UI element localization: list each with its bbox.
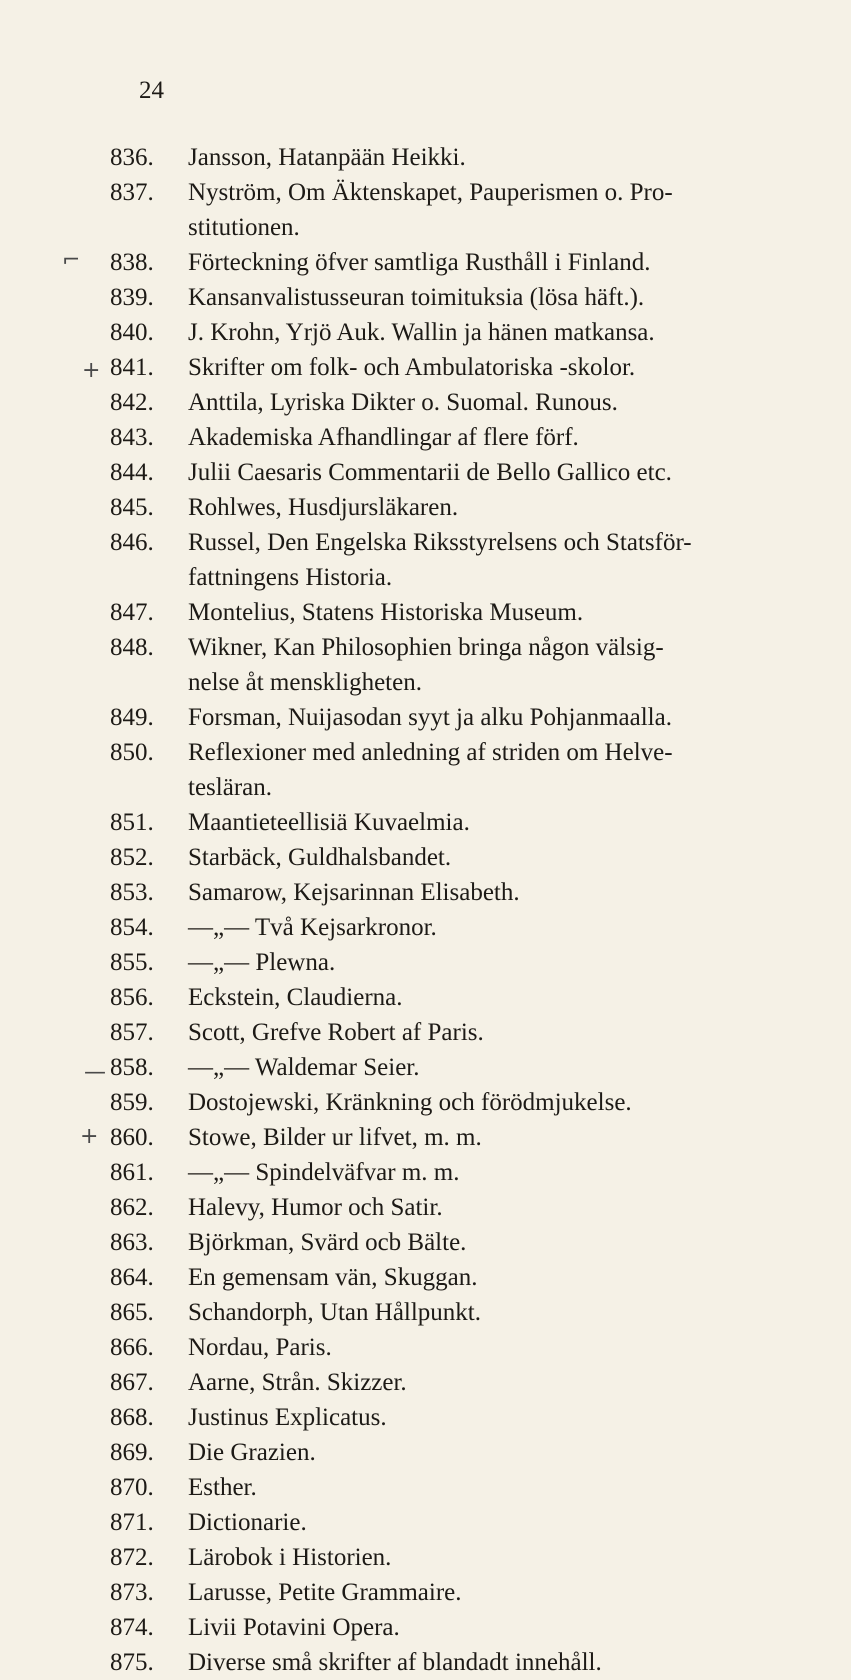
entry-title	[188, 980, 810, 1015]
catalog-entry	[0, 1225, 851, 1260]
entry-title-line: Scott, Grefve Robert af Paris.	[188, 1019, 484, 1046]
entry-title-line: Björkman, Svärd ocb Bälte.	[188, 1229, 467, 1256]
catalog-list	[0, 140, 851, 1680]
entry-title-line: Nordau, Paris.	[188, 1334, 332, 1361]
entry-number: 867.	[110, 1369, 154, 1396]
entry-title	[188, 1120, 810, 1155]
entry-title-line: J. Krohn, Yrjö Auk. Wallin ja hänen matkansa.	[188, 319, 655, 346]
catalog-entry	[0, 700, 851, 735]
entry-title	[188, 1155, 810, 1190]
entry-title-line: Aarne, Strån. Skizzer.	[188, 1369, 407, 1396]
entry-title	[188, 1505, 810, 1540]
entry-number: 851.	[110, 809, 154, 836]
entry-number: 852.	[110, 844, 154, 871]
catalog-entry	[0, 1540, 851, 1575]
entry-title	[188, 735, 810, 805]
entry-title-line: En gemensam vän, Skuggan.	[188, 1264, 478, 1291]
entry-title	[188, 1330, 810, 1365]
entry-title	[188, 385, 810, 420]
entry-number: 865.	[110, 1299, 154, 1326]
entry-title	[188, 1085, 810, 1120]
pencil-mark-icon: ⌐	[62, 248, 81, 273]
entry-title	[188, 1260, 810, 1295]
entry-title-line: Russel, Den Engelska Riksstyrelsens och Statsför-	[188, 529, 692, 556]
entry-number: 839.	[110, 284, 154, 311]
entry-title	[188, 1610, 810, 1645]
entry-number: 864.	[110, 1264, 154, 1291]
entry-title	[188, 1015, 810, 1050]
catalog-entry	[0, 1260, 851, 1295]
entry-title-continuation: tesläran.	[188, 774, 272, 801]
entry-title-line: —„— Två Kejsarkronor.	[188, 914, 437, 941]
entry-number: 848.	[110, 634, 154, 661]
entry-title-line: Dostojewski, Kränkning och förödmjukelse.	[188, 1089, 632, 1116]
entry-title	[188, 1050, 810, 1085]
entry-number: 857.	[110, 1019, 154, 1046]
entry-title	[188, 1470, 810, 1505]
entry-title	[188, 910, 810, 945]
entry-number: 858.	[110, 1054, 154, 1081]
catalog-entry	[0, 980, 851, 1015]
entry-title	[188, 1295, 810, 1330]
entry-number: 870.	[110, 1474, 154, 1501]
entry-number: 837.	[110, 179, 154, 206]
catalog-entry	[0, 490, 851, 525]
entry-number: 847.	[110, 599, 154, 626]
entry-title-line: Julii Caesaris Commentarii de Bello Gallico etc.	[188, 459, 672, 486]
entry-title-line: Lärobok i Historien.	[188, 1544, 392, 1571]
entry-title-continuation: fattningens Historia.	[188, 564, 393, 591]
entry-number: 850.	[110, 739, 154, 766]
entry-number: 842.	[110, 389, 154, 416]
catalog-entry	[0, 1470, 851, 1505]
entry-number: 866.	[110, 1334, 154, 1361]
catalog-entry	[0, 630, 851, 700]
entry-title	[188, 245, 810, 280]
entry-number: 843.	[110, 424, 154, 451]
entry-number: 861.	[110, 1159, 154, 1186]
entry-number: 874.	[110, 1614, 154, 1641]
entry-title-line: Kansanvalistusseuran toimituksia (lösa häft.).	[188, 284, 645, 311]
entry-title-line: Forsman, Nuijasodan syyt ja alku Pohjanmaalla.	[188, 704, 672, 731]
entry-title	[188, 350, 810, 385]
entry-title-continuation: stitutionen.	[188, 214, 300, 241]
entry-title	[188, 1540, 810, 1575]
entry-number: 854.	[110, 914, 154, 941]
entry-title-line: —„— Waldemar Seier.	[188, 1054, 420, 1081]
catalog-entry	[0, 140, 851, 175]
entry-title	[188, 1400, 810, 1435]
entry-title-line: Die Grazien.	[188, 1439, 316, 1466]
entry-title-line: Skrifter om folk- och Ambulatoriska -skolor.	[188, 354, 636, 381]
entry-title-line: Justinus Explicatus.	[188, 1404, 387, 1431]
catalog-entry	[0, 945, 851, 980]
entry-number: 838.	[110, 249, 154, 276]
catalog-entry	[0, 280, 851, 315]
entry-title-line: Maantieteellisiä Kuvaelmia.	[188, 809, 470, 836]
entry-title-line: Samarow, Kejsarinnan Elisabeth.	[188, 879, 520, 906]
entry-title	[188, 1365, 810, 1400]
entry-number: 845.	[110, 494, 154, 521]
entry-number: 836.	[110, 144, 154, 171]
entry-number: 863.	[110, 1229, 154, 1256]
entry-number: 873.	[110, 1579, 154, 1606]
catalog-entry	[0, 315, 851, 350]
catalog-entry	[0, 350, 851, 385]
entry-title	[188, 840, 810, 875]
entry-title	[188, 700, 810, 735]
entry-title-line: Montelius, Statens Historiska Museum.	[188, 599, 584, 626]
entry-title-line: Wikner, Kan Philosophien bringa någon välsig-	[188, 634, 664, 661]
entry-number: 841.	[110, 354, 154, 381]
entry-number: 875.	[110, 1649, 154, 1676]
catalog-entry	[0, 1015, 851, 1050]
entry-title	[188, 1575, 810, 1610]
catalog-entry	[0, 1575, 851, 1610]
entry-title	[188, 805, 810, 840]
entry-title-line: —„— Spindelväfvar m. m.	[188, 1159, 460, 1186]
entry-title	[188, 1225, 810, 1260]
catalog-entry	[0, 1365, 851, 1400]
catalog-entry	[0, 525, 851, 595]
entry-title	[188, 420, 810, 455]
entry-number: 840.	[110, 319, 154, 346]
pencil-mark-icon: +	[82, 358, 101, 383]
catalog-entry	[0, 1085, 851, 1120]
catalog-entry	[0, 735, 851, 805]
entry-title-line: Nyström, Om Äktenskapet, Pauperismen o. Pro-	[188, 179, 673, 206]
entry-title-line: Akademiska Afhandlingar af flere förf.	[188, 424, 579, 451]
entry-title	[188, 945, 810, 980]
catalog-entry	[0, 1610, 851, 1645]
entry-number: 855.	[110, 949, 154, 976]
entry-title-line: Dictionarie.	[188, 1509, 307, 1536]
entry-title	[188, 630, 810, 700]
entry-title-line: —„— Plewna.	[188, 949, 336, 976]
entry-title-line: Stowe, Bilder ur lifvet, m. m.	[188, 1124, 482, 1151]
catalog-entry	[0, 1155, 851, 1190]
entry-number: 862.	[110, 1194, 154, 1221]
entry-title-line: Diverse små skrifter af blandadt innehåll.	[188, 1649, 602, 1676]
catalog-entry	[0, 1120, 851, 1155]
entry-title-line: Starbäck, Guldhalsbandet.	[188, 844, 452, 871]
entry-title-line: Livii Potavini Opera.	[188, 1614, 400, 1641]
entry-number: 846.	[110, 529, 154, 556]
catalog-entry	[0, 875, 851, 910]
catalog-entry	[0, 805, 851, 840]
entry-number: 868.	[110, 1404, 154, 1431]
pencil-mark-icon: —	[84, 1060, 106, 1085]
entry-title-line: Eckstein, Claudierna.	[188, 984, 403, 1011]
entry-title	[188, 280, 810, 315]
entry-number: 844.	[110, 459, 154, 486]
entry-title	[188, 1435, 810, 1470]
entry-title-line: Jansson, Hatanpään Heikki.	[188, 144, 466, 171]
entry-number: 872.	[110, 1544, 154, 1571]
entry-number: 871.	[110, 1509, 154, 1536]
catalog-entry	[0, 420, 851, 455]
catalog-entry	[0, 1050, 851, 1085]
entry-title	[188, 525, 810, 595]
entry-title-line: Larusse, Petite Grammaire.	[188, 1579, 462, 1606]
entry-title-continuation: nelse åt menskligheten.	[188, 669, 422, 696]
catalog-entry	[0, 595, 851, 630]
entry-title-line: Rohlwes, Husdjursläkaren.	[188, 494, 459, 521]
catalog-entry	[0, 1330, 851, 1365]
entry-number: 869.	[110, 1439, 154, 1466]
entry-title	[188, 875, 810, 910]
entry-number: 860.	[110, 1124, 154, 1151]
entry-title	[188, 595, 810, 630]
entry-title-line: Anttila, Lyriska Dikter o. Suomal. Runous.	[188, 389, 618, 416]
catalog-entry	[0, 385, 851, 420]
entry-title-line: Halevy, Humor och Satir.	[188, 1194, 443, 1221]
catalog-entry	[0, 1645, 851, 1680]
entry-title	[188, 1190, 810, 1225]
entry-number: 853.	[110, 879, 154, 906]
page-number: 24	[139, 77, 164, 104]
catalog-entry	[0, 1190, 851, 1225]
catalog-entry	[0, 455, 851, 490]
entry-title	[188, 140, 810, 175]
catalog-entry	[0, 840, 851, 875]
entry-title	[188, 490, 810, 525]
entry-title	[188, 315, 810, 350]
entry-title	[188, 175, 810, 245]
entry-title-line: Esther.	[188, 1474, 257, 1501]
catalog-entry	[0, 1400, 851, 1435]
entry-title	[188, 455, 810, 490]
entry-title	[188, 1645, 810, 1680]
entry-number: 856.	[110, 984, 154, 1011]
entry-title-line: Förteckning öfver samtliga Rusthåll i Finland.	[188, 249, 651, 276]
catalog-entry	[0, 910, 851, 945]
catalog-entry	[0, 1435, 851, 1470]
catalog-entry	[0, 1295, 851, 1330]
entry-title-line: Reflexioner med anledning af striden om Helve-	[188, 739, 673, 766]
catalog-entry	[0, 245, 851, 280]
catalog-entry	[0, 1505, 851, 1540]
entry-number: 849.	[110, 704, 154, 731]
catalog-entry	[0, 175, 851, 245]
entry-title-line: Schandorph, Utan Hållpunkt.	[188, 1299, 482, 1326]
pencil-mark-icon: +	[80, 1124, 99, 1149]
entry-number: 859.	[110, 1089, 154, 1116]
